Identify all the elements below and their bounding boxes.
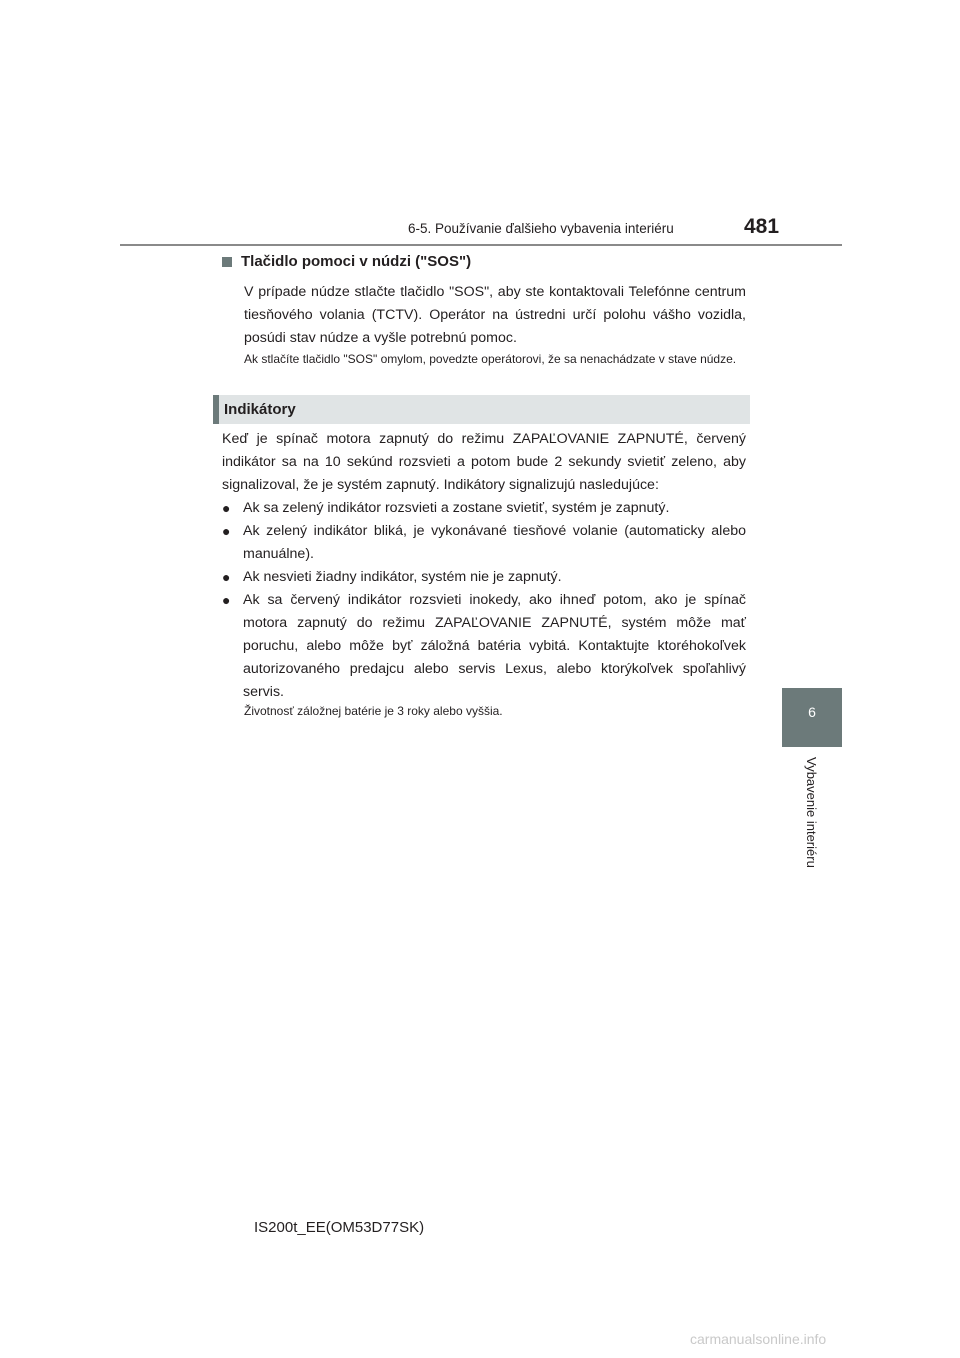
indicators-intro: Keď je spínač motora zapnutý do režimu ZAPAĽOVANIE ZAPNUTÉ, červený indikátor sa na 10 sekúnd rozsvieti a potom bude 2 sekundy svietiť zeleno, aby signalizoval, že je systém zapnutý. Indikátory signalizujú nasledujúce: [222,431,746,493]
chapter-label: Vybavenie interiéru [804,757,819,868]
list-item-text: Ak sa zelený indikátor rozsvieti a zostane svietiť, systém je zapnutý. [243,500,670,516]
indicators-section-bar [213,395,750,424]
section-bar-accent [213,395,219,424]
indicators-title: Indikátory [224,401,296,418]
model-code: IS200t_EE(OM53D77SK) [254,1219,425,1236]
header-divider [120,244,842,246]
sos-heading [222,253,471,270]
sos-heading-text: Tlačidlo pomoci v núdzi ("SOS") [241,253,472,270]
list-item [222,497,746,520]
list-item-text: Ak nesvieti žiadny indikátor, systém nie je zapnutý. [243,569,562,585]
battery-note: Životnosť záložnej batérie je 3 roky alebo vyššia. [244,704,503,718]
bullet-dot-icon: ● [222,592,231,608]
chapter-number: 6 [808,704,816,720]
bullet-dot-icon: ● [222,500,231,516]
sos-body: V prípade núdze stlačte tlačidlo "SOS", aby ste kontaktovali Telefónne centrum tiesňového volania (TCTV). Operátor na ústredni určí polohu vášho vozidla, posúdi stav núdze a vyšle potrebnú pomoc. [244,284,746,346]
list-item-text: Ak zelený indikátor bliká, je vykonávané tiesňové volanie (automaticky alebo manuálne). [243,523,746,562]
bullet-dot-icon: ● [222,569,231,585]
chapter-label-container [782,757,842,887]
page-number: 481 [744,215,780,238]
list-item [222,520,746,566]
watermark: carmanualsonline.info [690,1331,827,1347]
square-bullet-icon [222,257,232,267]
list-item [222,589,746,704]
header-section-title: 6-5. Používanie ďalšieho vybavenia interiéru [408,221,674,236]
list-item-text: Ak sa červený indikátor rozsvieti inokedy, ako ihneď potom, ako je spínač motora zapnutý do režimu ZAPAĽOVANIE ZAPNUTÉ, systém môže mať poruchu, alebo môže byť záložná batéria vybitá. Kontaktujte ktoréhokoľvek autorizovaného predajcu alebo servis Lexus, alebo ktorýkoľvek spoľahlivý servis. [243,592,746,700]
bullet-dot-icon: ● [222,523,231,539]
sos-note: Ak stlačíte tlačidlo "SOS" omylom, povedzte operátorovi, že sa nenachádzate v stave núdze. [244,352,737,366]
list-item [222,566,746,589]
